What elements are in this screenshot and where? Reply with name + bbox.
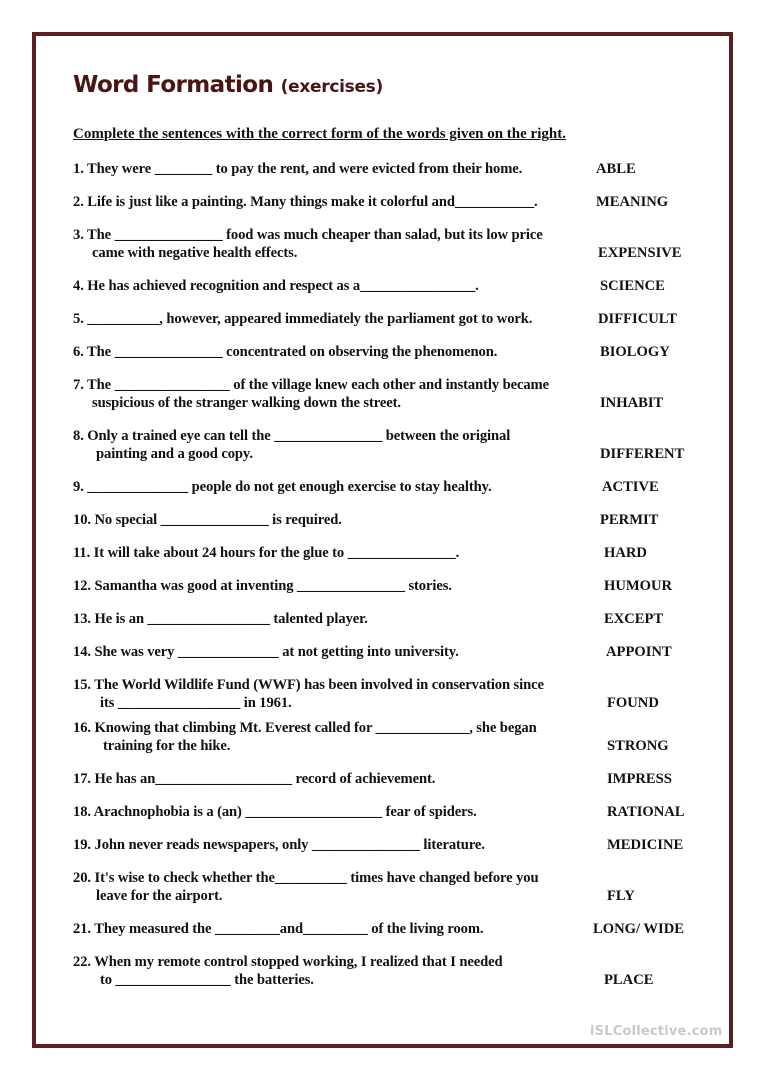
question-21 — [73, 920, 483, 938]
question-text: 5. __________, however, appeared immediately the parliament got to work. — [73, 311, 533, 327]
question-4 — [73, 277, 479, 295]
question-2 — [73, 193, 538, 211]
root-word-8: DIFFERENT — [600, 446, 685, 462]
question-9 — [73, 478, 492, 496]
question-7 — [73, 376, 549, 412]
question-text: 17. He has an___________________ record of achievement. — [73, 771, 436, 787]
root-word-20: FLY — [607, 888, 635, 904]
question-text-cont: painting and a good copy. — [96, 446, 253, 462]
root-word-16: STRONG — [607, 738, 669, 754]
question-11 — [73, 544, 459, 562]
question-text-cont: suspicious of the stranger walking down the street. — [92, 395, 401, 411]
question-text: 6. The _______________ concentrated on observing the phenomenon. — [73, 344, 498, 360]
question-text-cont: leave for the airport. — [96, 888, 223, 904]
question-text: 14. She was very ______________ at not getting into university. — [73, 644, 459, 660]
root-word-11: HARD — [604, 545, 647, 561]
page-title — [73, 72, 383, 98]
root-word-21: LONG/ WIDE — [593, 921, 684, 937]
question-1 — [73, 160, 522, 178]
question-text-cont: its _________________ in 1961. — [100, 695, 292, 711]
question-text: 2. Life is just like a painting. Many things make it colorful and___________. — [73, 194, 538, 210]
question-text: 20. It's wise to check whether the__________ times have changed before you — [73, 870, 539, 886]
root-word-14: APPOINT — [606, 644, 672, 660]
question-text: 19. John never reads newspapers, only _______________ literature. — [73, 837, 485, 853]
root-word-19: MEDICINE — [607, 837, 684, 853]
root-word-6: BIOLOGY — [600, 344, 670, 360]
question-text: 12. Samantha was good at inventing _______________ stories. — [73, 578, 452, 594]
root-word-7: INHABIT — [600, 395, 664, 411]
root-word-22: PLACE — [604, 972, 654, 988]
question-text-cont: came with negative health effects. — [92, 245, 298, 261]
question-text: 16. Knowing that climbing Mt. Everest called for _____________, she began — [73, 720, 537, 736]
question-12 — [73, 577, 452, 595]
question-text-cont: to ________________ the batteries. — [100, 972, 314, 988]
question-8 — [73, 427, 510, 463]
root-word-10: PERMIT — [600, 512, 659, 528]
instructions: Complete the sentences with the correct form of the words given on the right. — [73, 126, 566, 142]
question-15 — [73, 676, 544, 712]
root-word-3: EXPENSIVE — [598, 245, 682, 261]
question-text: 18. Arachnophobia is a (an) ___________________ fear of spiders. — [73, 804, 477, 820]
question-17 — [73, 770, 435, 788]
question-20 — [73, 869, 539, 905]
question-13 — [73, 610, 368, 628]
question-16 — [73, 719, 537, 755]
question-text: 7. The ________________ of the village knew each other and instantly became — [73, 377, 549, 393]
root-word-15: FOUND — [607, 695, 659, 711]
root-word-9: ACTIVE — [602, 479, 659, 495]
root-word-13: EXCEPT — [604, 611, 664, 627]
question-14 — [73, 643, 459, 661]
title-subtitle: (exercises) — [280, 77, 383, 97]
question-18 — [73, 803, 477, 821]
question-22 — [73, 953, 503, 989]
question-text: 9. ______________ people do not get enough exercise to stay healthy. — [73, 479, 492, 495]
question-3 — [73, 226, 543, 262]
question-text: 10. No special _______________ is required. — [73, 512, 342, 528]
question-text: 11. It will take about 24 hours for the glue to _______________. — [73, 545, 460, 561]
root-word-12: HUMOUR — [604, 578, 673, 594]
question-text: 15. The World Wildlife Fund (WWF) has been involved in conservation since — [73, 677, 544, 693]
question-text: 4. He has achieved recognition and respect as a________________. — [73, 278, 479, 294]
root-word-17: IMPRESS — [607, 771, 672, 787]
watermark: iSLCollective.com — [590, 1024, 723, 1039]
question-text: 8. Only a trained eye can tell the _______________ between the original — [73, 428, 511, 444]
question-text: 13. He is an _________________ talented player. — [73, 611, 368, 627]
question-text: 21. They measured the _________and_________ of the living room. — [73, 921, 484, 937]
question-19 — [73, 836, 485, 854]
root-word-4: SCIENCE — [600, 278, 665, 294]
question-6 — [73, 343, 497, 361]
question-text: 22. When my remote control stopped working, I realized that I needed — [73, 954, 503, 970]
question-5 — [73, 310, 532, 328]
question-text: 3. The _______________ food was much cheaper than salad, but its low price — [73, 227, 543, 243]
root-word-2: MEANING — [596, 194, 669, 210]
root-word-5: DIFFICULT — [598, 311, 677, 327]
question-text: 1. They were ________ to pay the rent, and were evicted from their home. — [73, 161, 523, 177]
root-word-18: RATIONAL — [607, 804, 685, 820]
question-text-cont: training for the hike. — [103, 738, 231, 754]
question-10 — [73, 511, 342, 529]
title-main: Word Formation — [73, 72, 274, 98]
root-word-1: ABLE — [596, 161, 636, 177]
